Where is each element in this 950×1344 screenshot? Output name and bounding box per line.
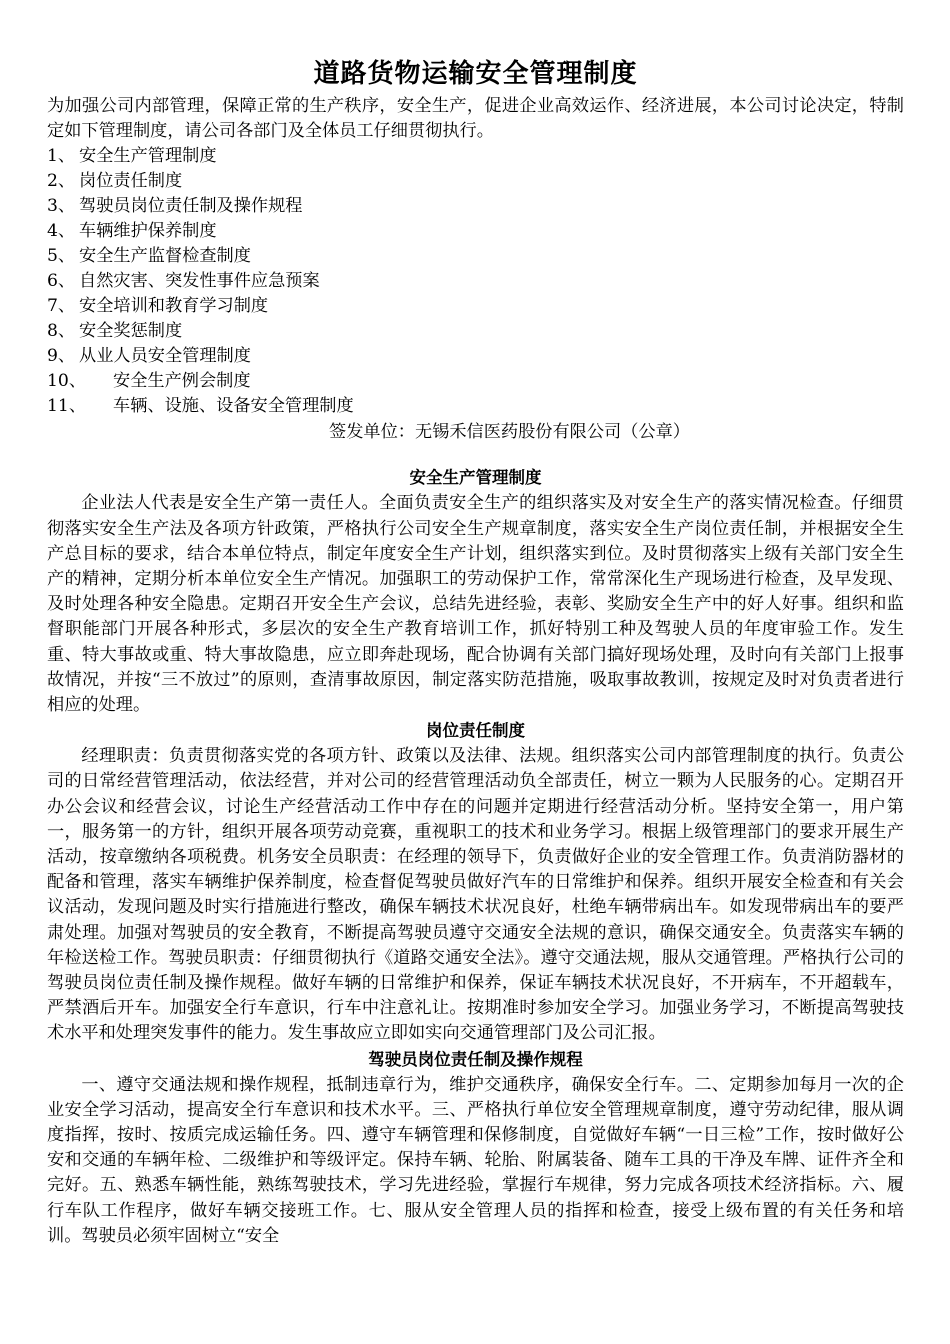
section-body: 企业法人代表是安全生产第一责任人。全面负责安全生产的组织落实及对安全生产的落实情况检查。仔细贯彻落实安全生产法及各项方针政策，严格执行公司安全生产规章制度，落实安全生产岗位责任制，并根据安全生产总目标的要求，结合本单位特点，制定年度安全生产计划，组织落实到位。及时贯彻落实上级有关部门安全生产的精神，定期分析本单位安全生产情况。加强职工的劳动保护工作，常常深化生产现场进行检查，及早发现、及时处理各种安全隐患。定期召开安全生产会议，总结先进经验，表彰、奖励安全生产中的好人好事。组织和监督职能部门开展各种形式，多层次的安全生产教育培训工作，抓好特别工种及驾驶人员的年度审验工作。发生重、特大事故或重、特大事故隐患，应立即奔赴现场，配合协调有关部门搞好现场处理，及时向有关部门上报事故情况，并按“三不放过”的原则，查清事故原因，制定落实防范措施，吸取事故教训，按规定及时对负责者进行相应的处理。	[47, 493, 904, 716]
intro-paragraph: 为加强公司内部管理，保障正常的生产秩序，安全生产，促进企业高效运作、经济进展，本公司讨论决定，特制定如下管理制度，请公司各部门及全体员工仔细贯彻执行。	[47, 96, 904, 142]
list-item	[47, 219, 904, 244]
list-item	[47, 169, 904, 194]
list-label: 安全生产例会制度	[113, 371, 251, 392]
list-item	[47, 194, 904, 219]
section-body: 经理职责：负责贯彻落实党的各项方针、政策以及法律、法规。组织落实公司内部管理制度的执行。负责公司的日常经营管理活动，依法经营，并对公司的经营管理活动负全部责任，树立一颗为人民服务的心。定期召开办公会议和经营会议，讨论生产经营活动工作中存在的问题并定期进行经营活动分析。坚持安全第一，用户第一，服务第一的方针，组织开展各项劳动竞赛，重视职工的技术和业务学习。根据上级管理部门的要求开展生产活动，按章缴纳各项税费。机务安全员职责：在经理的领导下，负责做好企业的安全管理工作。负责消防器材的配备和管理，落实车辆维护保养制度，检查督促驾驶员做好汽车的日常维护和保养。组织开展安全检查和有关会议活动，发现问题及时实行措施进行整改，确保车辆技术状况良好，杜绝车辆带病出车。如发现带病出车的要严肃处理。加强对驾驶员的安全教育，不断提高驾驶员遵守交通安全法规的意识，确保交通安全。负责落实车辆的年检送检工作。驾驶员职责：仔细贯彻执行《道路交通安全法》。遵守交通法规，服从交通管理。严格执行公司的驾驶员岗位责任制及操作规程。做好车辆的日常维护和保养，保证车辆技术状况良好，不开病车，不开超载车，严禁酒后开车。加强安全行车意识，行车中注意礼让。按期准时参加安全学习。加强业务学习，不断提高驾驶技术水平和处理突发事件的能力。发生事故应立即如实向交通管理部门及公司汇报。	[47, 746, 904, 1044]
document-title: 道路货物运输安全管理制度	[313, 59, 638, 89]
list-number: 4、	[47, 221, 76, 242]
list-number: 1、	[47, 146, 76, 167]
list-label: 岗位责任制度	[79, 171, 183, 192]
list-label: 安全生产管理制度	[79, 146, 217, 167]
list-label: 车辆维护保养制度	[79, 221, 217, 242]
list-label: 从业人员安全管理制度	[79, 346, 251, 367]
list-number: 8、	[47, 321, 76, 342]
list-number: 11、	[47, 396, 87, 417]
section-title: 驾驶员岗位责任制及操作规程	[368, 1049, 583, 1069]
list-item	[47, 244, 904, 269]
list-number: 5、	[47, 246, 76, 267]
list-item	[47, 294, 904, 319]
list-number: 2、	[47, 171, 76, 192]
regulation-list	[47, 144, 904, 419]
list-item	[47, 319, 904, 344]
list-number: 9、	[47, 346, 76, 367]
list-label: 安全生产监督检查制度	[79, 246, 251, 267]
list-label: 安全奖惩制度	[79, 321, 183, 342]
list-number: 6、	[47, 271, 76, 292]
section-title: 安全生产管理制度	[409, 468, 542, 488]
list-label: 驾驶员岗位责任制及操作规程	[79, 196, 303, 217]
list-item	[47, 144, 904, 169]
list-number: 10、	[47, 371, 87, 392]
list-item	[47, 394, 904, 419]
section-gap	[47, 445, 904, 465]
list-label: 车辆、设施、设备安全管理制度	[113, 396, 354, 417]
list-number: 7、	[47, 296, 76, 317]
issuer-signature: 签发单位：无锡禾信医药股份有限公司（公章）	[329, 422, 690, 443]
section-body: 一、遵守交通法规和操作规程，抵制违章行为，维护交通秩序，确保安全行车。二、定期参加每月一次的企业安全学习活动，提高安全行车意识和技术水平。三、严格执行单位安全管理规章制度，遵守劳动纪律，服从调度指挥，按时、按质完成运输任务。四、遵守车辆管理和保修制度，自觉做好车辆“一日三检”工作，按时做好公安和交通的车辆年检、二级维护和等级评定。保持车辆、轮胎、附属装备、随车工具的干净及车牌、证件齐全和完好。五、熟悉车辆性能，熟练驾驶技术，学习先进经验，掌握行车规律，努力完成各项技术经济指标。六、履行车队工作程序，做好车辆交接班工作。七、服从安全管理人员的指挥和检查，接受上级布置的有关任务和培训。驾驶员必须牢固树立“安全	[47, 1074, 904, 1246]
section-title: 岗位责任制度	[426, 721, 525, 741]
list-item	[47, 369, 904, 394]
list-label: 安全培训和教育学习制度	[79, 296, 269, 317]
list-item	[47, 269, 904, 294]
list-item	[47, 344, 904, 369]
list-label: 自然灾害、突发性事件应急预案	[79, 271, 320, 292]
list-number: 3、	[47, 196, 76, 217]
